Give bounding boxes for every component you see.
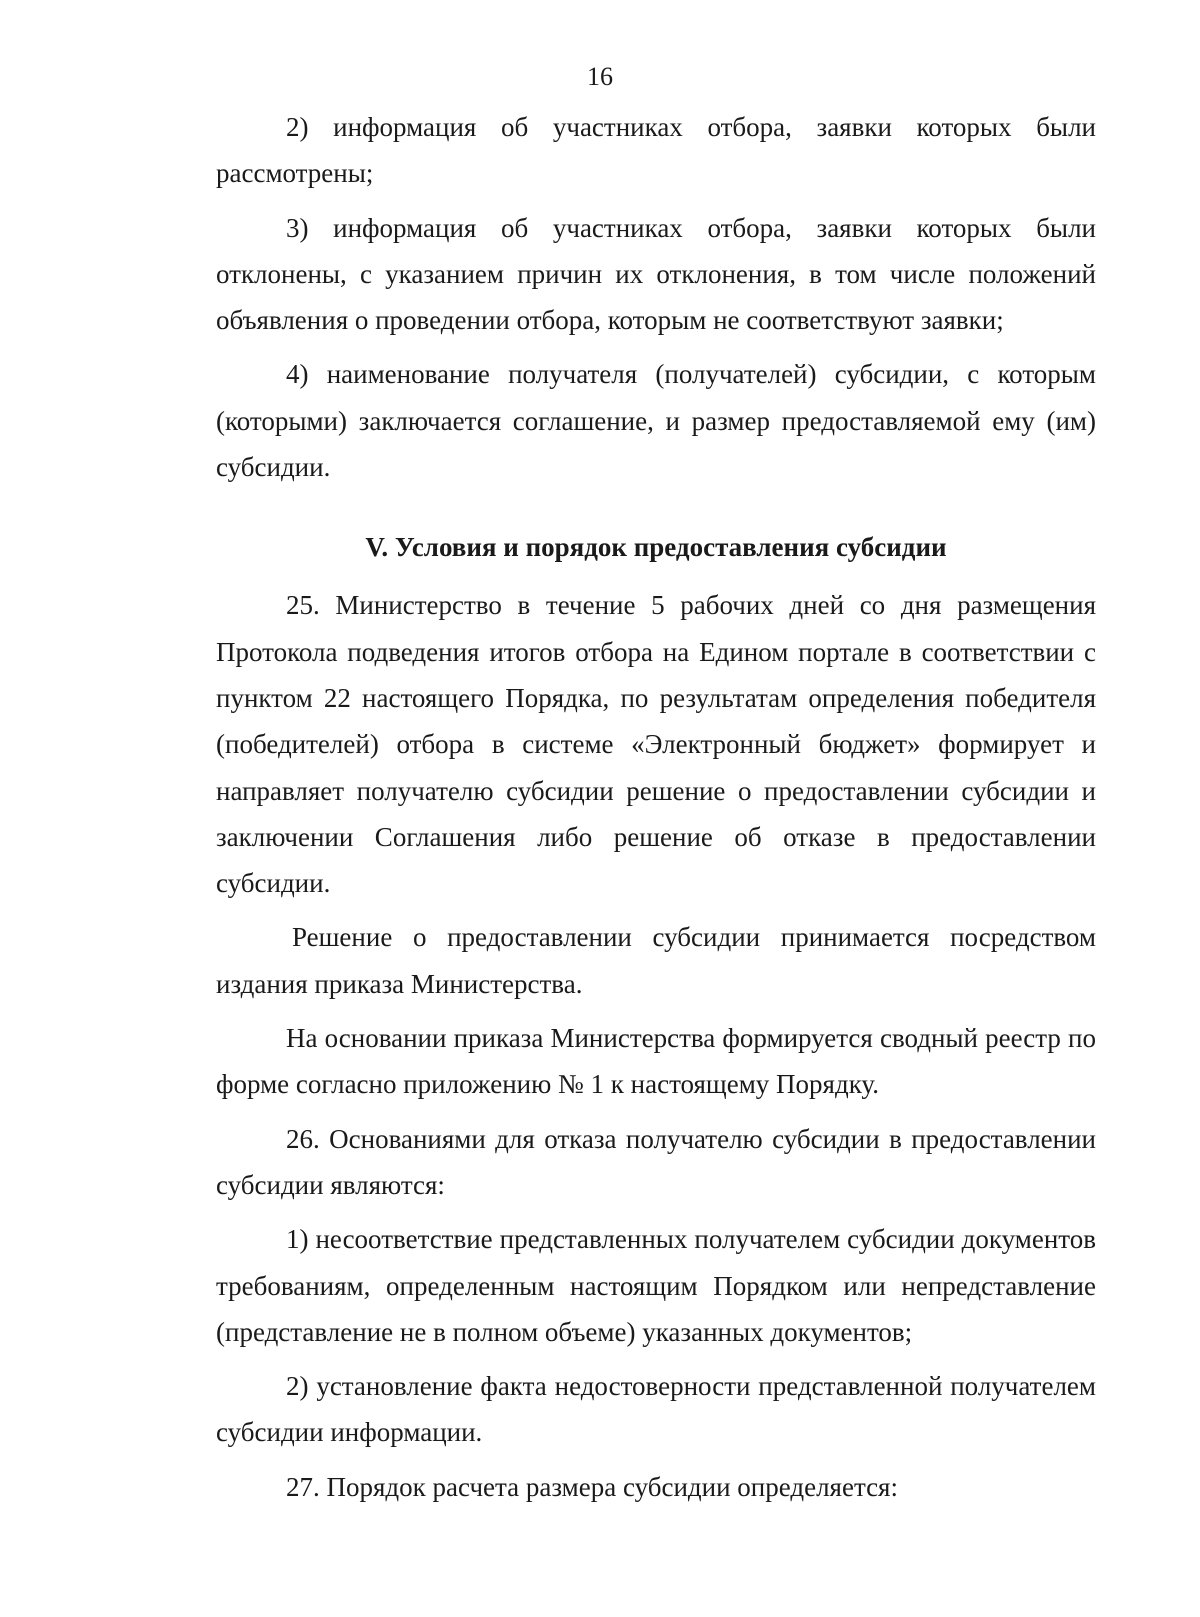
list-item-2: 2) информация об участниках отбора, заявки которых были рассмотрены; xyxy=(216,112,1096,189)
paragraph-26-item-2: 2) установление факта недостоверности представленной получателем субсидии информации. xyxy=(216,1371,1096,1448)
document-body xyxy=(216,104,1096,1510)
paragraph-decision: Решение о предоставлении субсидии принимается посредством издания приказа Министерства. xyxy=(216,922,1096,999)
list-item-4: 4) наименование получателя (получателей) субсидии, с которым (которыми) заключается соглашение, и размер предоставляемой ему (им) субсидии. xyxy=(216,359,1096,483)
paragraph-registry: На основании приказа Министерства формируется сводный реестр по форме согласно приложению № 1 к настоящему Порядку. xyxy=(216,1023,1096,1100)
section-heading: V. Условия и порядок предоставления субсидии xyxy=(365,532,947,563)
page-number: 16 xyxy=(587,62,613,91)
paragraph-25: 25. Министерство в течение 5 рабочих дней со дня размещения Протокола подведения итогов отбора на Едином портале в соответствии с пунктом 22 настоящего Порядка, по результатам определения победителя (победителей) отбора в системе «Электронный бюджет» формирует и направляет получателю субсидии решение о предоставлении субсидии и заключении Соглашения либо решение об отказе в предоставлении субсидии. xyxy=(216,590,1096,899)
paragraph-26: 26. Основаниями для отказа получателю субсидии в предоставлении субсидии являются: xyxy=(216,1123,1096,1200)
paragraph-27: 27. Порядок расчета размера субсидии определяется: xyxy=(286,1471,898,1502)
paragraph-26-item-1: 1) несоответствие представленных получателем субсидии документов требованиям, определенным настоящим Порядком или непредставление (представление не в полном объеме) указанных документов; xyxy=(216,1224,1096,1347)
list-item-3: 3) информация об участниках отбора, заявки которых были отклонены, с указанием причин их отклонения, в том числе положений объявления о проведении отбора, которым не соответствуют заявки; xyxy=(216,212,1096,336)
